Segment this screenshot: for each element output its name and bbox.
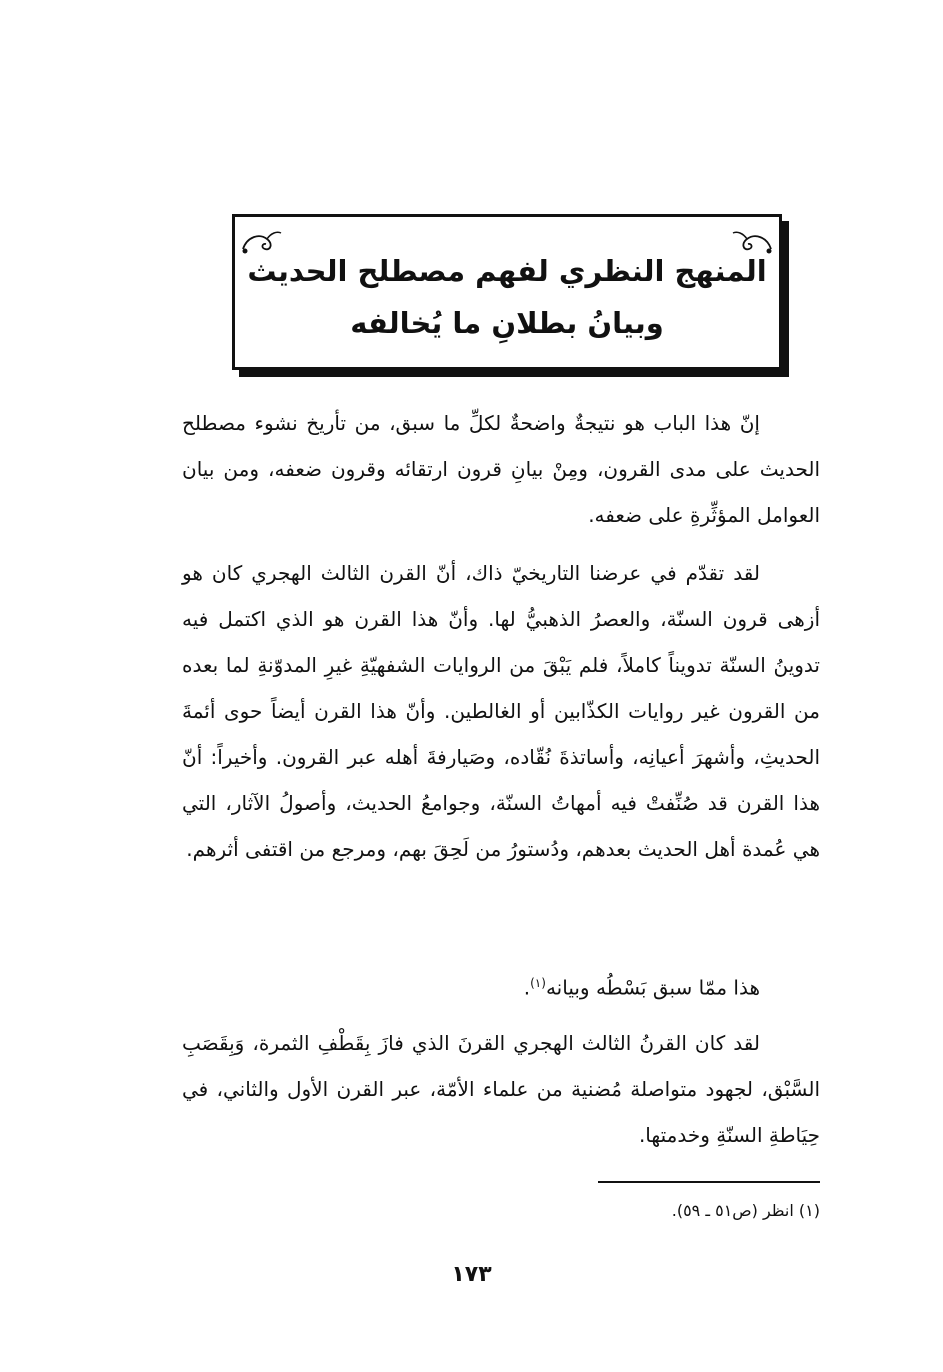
paragraph-2 — [182, 550, 820, 872]
paragraph-2-text: لقد تقدّم في عرضنا التاريخيّ ذاك، أنّ القرن الثالث الهجري كان هو أزهى قرون السنّة، والعصرُ الذهبيُّ لها. وأنّ هذا القرن هو الذي اكتمل فيه تدوينُ السنّة تدويناً كاملاً، فلم يَبْقَ من الروايات الشفهيّةِ غيرِ المدوّنةِ لما بعده من القرون غير روايات الكذّابين أو الغالطين. وأنّ هذا القرن أيضاً حوى أئمةَ الحديثِ، وأشهرَ أعيانِه، وأساتذةَ نُقّاده، وصَيارفةَ أهله عبر القرون. وأخيراً: أنّ هذا القرن قد صُنِّفتْ فيه أمهاتُ السنّة، وجوامعُ الحديث، وأصولُ الآثار، التي هي عُمدة أهل الحديث بعدهم، ودُستورُ من لَحِقَ بهم، ومرجع من اقتفى أثرهم. — [182, 561, 820, 861]
page-number: ١٧٣ — [451, 1262, 492, 1287]
chapter-title-frame — [232, 214, 782, 370]
chapter-title-line-1: المنهج النظري لفهم مصطلح الحديث — [247, 254, 767, 288]
chapter-title-line-2: وبيانُ بطلانِ ما يُخالفه — [350, 306, 664, 340]
paragraph-4 — [182, 1020, 820, 1158]
footnote: (١) انظر (ص٥١ ـ ٥٩). — [671, 1201, 820, 1220]
paragraph-1 — [182, 400, 820, 538]
footnote-reference: (١) — [530, 976, 546, 990]
paragraph-1-text: إنّ هذا الباب هو نتيجةٌ واضحةٌ لكلِّ ما سبق، من تأريخ نشوء مصطلح الحديث على مدى القرون، ومِنْ بيانِ قرون ارتقائه وقرون ضعفه، ومن بيان العوامل المؤثِّرةِ على ضعفه. — [182, 411, 820, 527]
chapter-title — [235, 245, 779, 349]
paragraph-4-text: لقد كان القرنُ الثالث الهجري القرنَ الذي فازَ بِقَطْفِ الثمرة، وَبِقَصَبِ السَّبْق، لجهود متواصلة مُضنية من علماء الأمّة، عبر القرن الأول والثاني، في حِيَاطةِ السنّةِ وخدمتها. — [182, 1031, 820, 1147]
paragraph-3-end: . — [523, 975, 531, 1000]
footnote-divider — [598, 1181, 820, 1183]
paragraph-3-text: هذا ممّا سبق بَسْطُه وبيانه — [545, 975, 760, 1000]
paragraph-3 — [180, 960, 760, 1011]
